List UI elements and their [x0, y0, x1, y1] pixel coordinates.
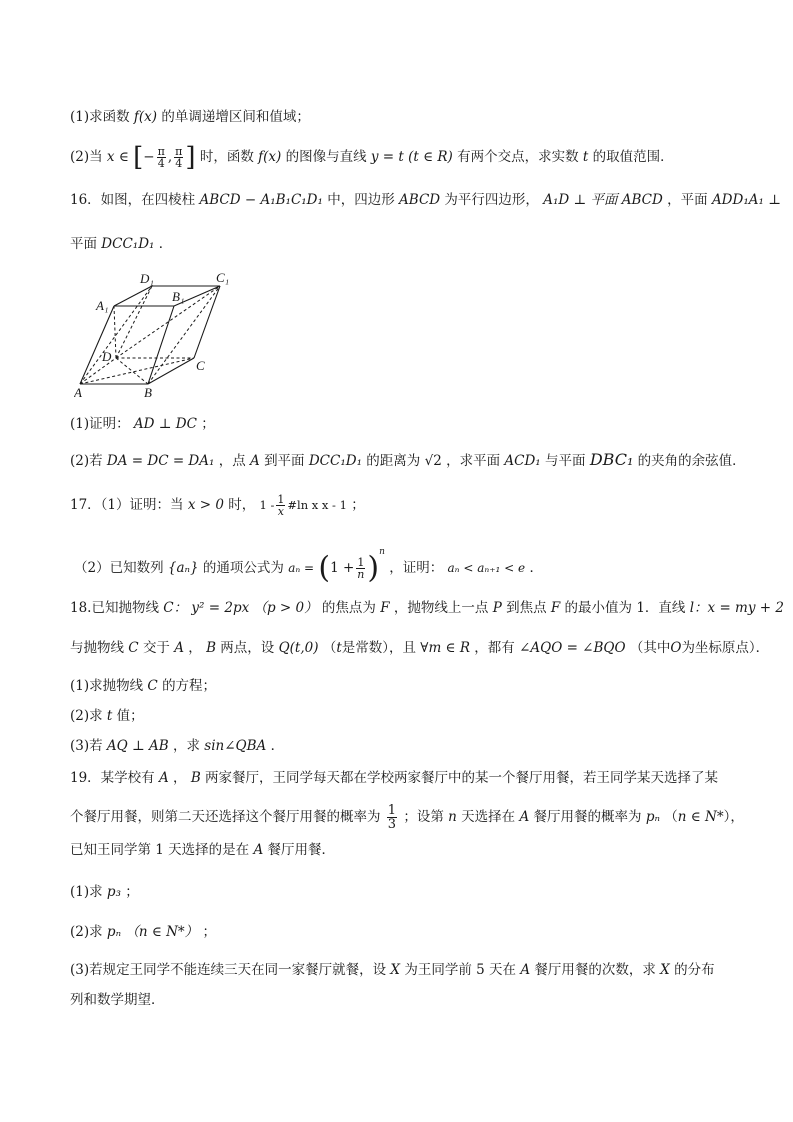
text: 时，函数 — [199, 149, 254, 165]
q19-part2 — [70, 922, 216, 942]
text: 的夹角的余弦值． — [637, 453, 746, 469]
label-b1: B₁ — [172, 289, 185, 304]
text: ； — [202, 924, 216, 940]
frac-den: x — [277, 505, 284, 518]
text: (2)求 — [70, 924, 103, 940]
math-abcd: ABCD — [621, 192, 663, 208]
text: ；设第 — [403, 809, 444, 825]
math-add1a1: ADD₁A₁ ⊥ — [711, 192, 781, 208]
text: ． — [158, 236, 173, 252]
q18-part2 — [70, 706, 144, 726]
text: 与平面 — [545, 453, 586, 469]
text: ，都有 — [474, 640, 515, 656]
text: 已知王同学第 1 天选择的是在 — [70, 842, 250, 858]
math-comma: , — [167, 149, 173, 165]
label-d: D — [102, 349, 112, 364]
math-fx: f(x) — [258, 149, 282, 165]
text: ，求 — [172, 738, 200, 754]
text: ，求平面 — [446, 453, 501, 469]
math-p3: p₃ — [106, 884, 121, 900]
q18-stem — [70, 598, 784, 618]
text: 的距离为 — [366, 453, 421, 469]
math-one-minus: 1 - — [259, 498, 275, 512]
math-x: x — [106, 149, 115, 165]
text: 到平面 — [264, 453, 305, 469]
edge-d1a1 — [114, 286, 152, 306]
math-a: A — [158, 770, 169, 786]
text: 的焦点为 — [321, 600, 376, 616]
text: 为王同学前 5 天在 — [404, 962, 517, 978]
text: 18.已知抛物线 — [70, 600, 159, 616]
math-p: P — [492, 600, 502, 616]
q19-part3 — [70, 960, 715, 980]
math-prism: ABCD − A₁B₁C₁D₁ — [199, 192, 323, 208]
q16-part2 — [70, 450, 746, 471]
math-cond: （n ∈ N*） — [125, 924, 199, 940]
math-t: t — [106, 708, 113, 724]
frac-den: 4 — [175, 157, 183, 170]
math-cond: （p > 0） — [253, 600, 318, 616]
label-c: C — [196, 358, 205, 373]
math-a1d: A₁D ⊥ 平面 — [543, 192, 618, 208]
math-expr: sin∠QBA — [204, 738, 267, 754]
edge-da1-hidden — [114, 306, 116, 358]
math-expr-tail: #ln x x - 1 — [287, 498, 347, 512]
math-t: t — [582, 149, 589, 165]
math-b: B — [206, 640, 216, 656]
text: 到焦点 — [506, 600, 547, 616]
math-seq: {aₙ} — [167, 560, 199, 576]
edge-dd1-hidden — [116, 286, 152, 358]
text: 中，四边形 — [327, 192, 395, 208]
text: (2)求 — [70, 708, 103, 724]
math-cond: (t ∈ R) — [408, 149, 453, 165]
label-d1: D₁ — [140, 271, 154, 286]
text: (3)若 — [70, 738, 103, 754]
right-bracket: ] — [185, 142, 196, 173]
text: 与抛物线 — [70, 640, 124, 656]
edge-db-hidden — [116, 358, 148, 384]
math-dcc1d1: DCC₁D₁ — [101, 236, 155, 252]
math-n: n — [448, 809, 457, 825]
math-ineq: aₙ < aₙ₊₁ < e — [447, 561, 526, 575]
text: ）， — [723, 809, 744, 825]
math-one-plus: 1 + — [330, 560, 355, 576]
math-a: A — [253, 842, 264, 858]
q19-stem-line2 — [70, 804, 744, 831]
q16-stem — [70, 190, 781, 210]
math-a: A — [174, 640, 184, 656]
text: 为坐标原点）． — [681, 640, 770, 656]
math-f: F — [380, 600, 390, 616]
frac-num: 1 — [357, 556, 365, 569]
text: （ — [664, 809, 678, 825]
math-expr: DA = DC = DA₁ — [106, 453, 215, 469]
math-c: C — [128, 640, 139, 656]
q18-stem-line2 — [70, 638, 769, 658]
text: ． — [529, 560, 543, 576]
text: 个餐厅用餐，则第二天还选择这个餐厅用餐的概率为 — [70, 809, 381, 825]
text: 交于 — [142, 640, 170, 656]
math-a: A — [520, 962, 531, 978]
text: （其中 — [629, 640, 671, 656]
text: （ — [322, 640, 337, 656]
edge-ac-hidden — [80, 358, 194, 384]
math-power: n — [379, 547, 385, 557]
math-cond: AQ ⊥ AB — [106, 738, 169, 754]
q18-part3 — [70, 736, 284, 756]
prism-figure — [74, 268, 234, 398]
math-x: X — [390, 962, 401, 978]
frac-den: 3 — [387, 817, 397, 832]
text: 平面 — [70, 236, 97, 252]
fraction-1-n — [356, 557, 365, 580]
text: 的单调递增区间和值域； — [161, 109, 310, 125]
q19-stem-line3 — [70, 840, 335, 860]
fraction-1-x — [276, 494, 285, 517]
text: 19．某学校有 — [70, 770, 155, 786]
text: ； — [351, 497, 365, 513]
frac-den: 4 — [157, 157, 165, 170]
q19-stem — [70, 768, 718, 788]
math-c: C — [147, 678, 158, 694]
text: 16．如图，在四棱柱 — [70, 192, 196, 208]
text: 餐厅用餐的概率为 — [533, 809, 642, 825]
text: ， — [188, 640, 202, 656]
math-c: C： — [163, 600, 188, 616]
text: (1)求函数 — [70, 109, 130, 125]
text: (1)求抛物线 — [70, 678, 144, 694]
math-forall: ∀m ∈ R — [420, 640, 470, 656]
text: ，证明： — [389, 560, 444, 576]
q19-part3-line2 — [70, 990, 165, 1010]
text: 时， — [228, 497, 256, 513]
text: ； — [125, 884, 139, 900]
text: 的图像与直线 — [285, 149, 367, 165]
q19-part1 — [70, 882, 139, 902]
math-expr: AD ⊥ DC — [133, 416, 197, 432]
math-x: X — [660, 962, 670, 978]
q15-part2 — [70, 142, 674, 173]
edge-aa1 — [80, 306, 114, 384]
math-plane: DCC₁D₁ — [308, 453, 362, 469]
text: 的方程； — [162, 678, 217, 694]
fraction-1-3 — [387, 804, 397, 831]
text: (2)若 — [70, 453, 103, 469]
math-fx: f(x) — [133, 109, 158, 125]
math-cond: x > 0 — [187, 497, 224, 513]
text: ． — [270, 738, 285, 754]
left-paren: ( — [318, 550, 331, 586]
math-eq: y = t — [370, 149, 404, 165]
math-an: aₙ = — [288, 561, 315, 575]
text: 为平行四边形， — [444, 192, 539, 208]
fraction-pi-4 — [157, 146, 166, 169]
text: (1)证明： — [70, 416, 130, 432]
frac-num: π — [157, 145, 165, 158]
math-a: A — [250, 453, 260, 469]
q16-stem-line2 — [70, 234, 172, 254]
math-q: Q(t,0) — [278, 640, 319, 656]
math-minus: − — [143, 149, 155, 165]
label-b: B — [144, 385, 152, 398]
frac-num: π — [175, 145, 183, 158]
frac-num: 1 — [387, 803, 397, 818]
text: 的最小值为 1．直线 — [564, 600, 686, 616]
math-pn: pₙ — [645, 809, 660, 825]
math-dbc1: DBC₁ — [589, 450, 634, 469]
text: 餐厅用餐． — [267, 842, 336, 858]
math-pn: pₙ — [106, 924, 122, 940]
math-sqrt2: √2 — [424, 453, 442, 469]
label-c1: C₁ — [216, 270, 230, 285]
math-in: ∈ — [118, 149, 129, 165]
text: ，抛物线上一点 — [393, 600, 489, 616]
text: 是常数），且 — [341, 640, 416, 656]
math-b: B — [190, 770, 201, 786]
q15-part1 — [70, 107, 310, 127]
text: 有两个交点，求实数 — [457, 149, 579, 165]
text: 值； — [116, 708, 144, 724]
q17-part2 — [74, 542, 543, 586]
q17-part1 — [70, 494, 365, 517]
text: (2)当 — [70, 149, 103, 165]
edge-ad1-hidden — [80, 286, 152, 384]
math-t: t — [336, 640, 342, 656]
math-abcd: ABCD — [399, 192, 441, 208]
text: 的通项公式为 — [202, 560, 284, 576]
math-acd1: ACD₁ — [504, 453, 541, 469]
text: ， — [173, 770, 187, 786]
text: 的分布 — [674, 962, 715, 978]
edge-bb1 — [148, 306, 174, 384]
right-paren: ) — [367, 550, 380, 586]
fraction-pi-4-b — [174, 146, 183, 169]
text: (1)求 — [70, 884, 103, 900]
text: ，平面 — [667, 192, 708, 208]
math-a: A — [519, 809, 530, 825]
label-a1: A₁ — [96, 298, 109, 313]
text: 的取值范围． — [592, 149, 674, 165]
q18-part1 — [70, 676, 216, 696]
text: 天选择在 — [461, 809, 516, 825]
text: ； — [201, 416, 215, 432]
edge-cc1 — [194, 286, 220, 358]
text: 两点，设 — [220, 640, 275, 656]
math-eq: y² = 2px — [191, 600, 250, 616]
q16-part1 — [70, 414, 215, 434]
text: ，点 — [218, 453, 246, 469]
math-f: F — [550, 600, 561, 616]
frac-num: 1 — [277, 493, 285, 506]
math-line-l: l：x = my + 2 — [689, 600, 784, 616]
math-angle: ∠AQO = ∠BQO — [519, 640, 626, 656]
text: （2）已知数列 — [74, 560, 164, 576]
math-n-in-n: n ∈ N* — [677, 809, 724, 825]
left-bracket: [ — [133, 142, 144, 173]
text: 17．（1）证明：当 — [70, 497, 184, 513]
frac-den: n — [357, 568, 365, 581]
label-a: A — [74, 385, 82, 398]
text: (3)若规定王同学不能连续三天在同一家餐厅就餐，设 — [70, 962, 387, 978]
text: 餐厅用餐的次数，求 — [534, 962, 656, 978]
text: 两家餐厅，王同学每天都在学校两家餐厅中的某一个餐厅用餐，若王同学某天选择了某 — [205, 770, 719, 786]
text: 列和数学期望． — [70, 992, 165, 1008]
math-o: O — [670, 640, 682, 656]
